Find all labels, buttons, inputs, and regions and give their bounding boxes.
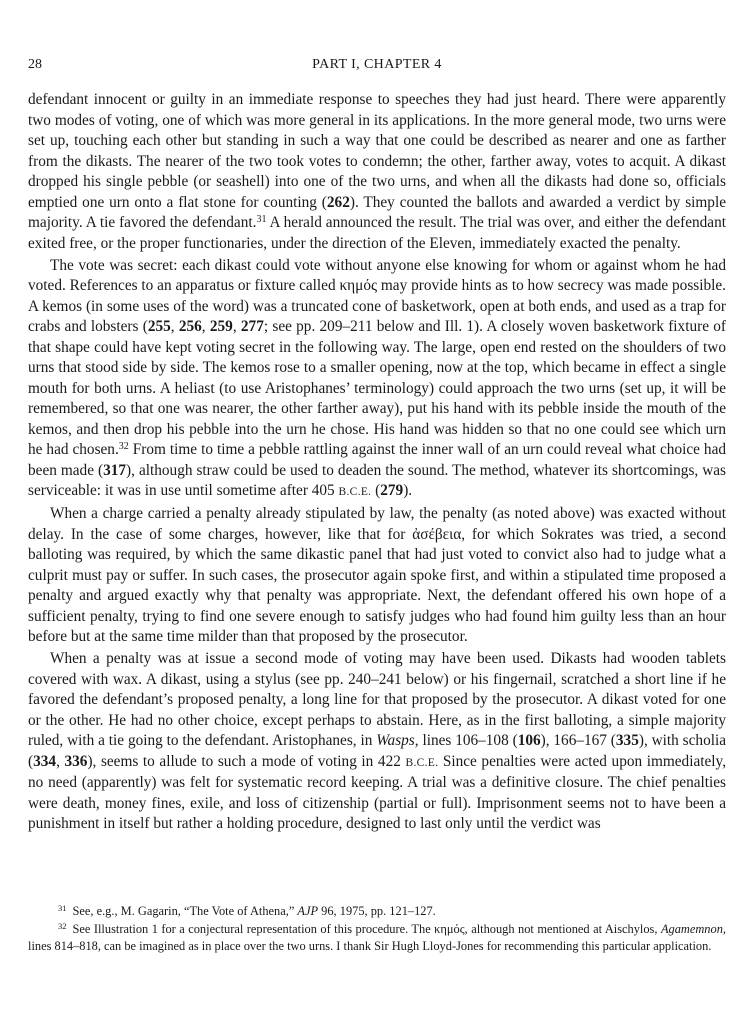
text-run: See Illustration 1 for a conjectural representation of this procedure. The κημός, although not mentioned at Aischylos, <box>72 921 661 936</box>
text-run: ). <box>403 482 413 499</box>
footnote-marker: 31 <box>256 214 267 225</box>
text-run: , <box>56 752 65 770</box>
catalogue-reference: 335 <box>615 732 639 749</box>
paragraph <box>28 256 726 503</box>
text-run: 96, 1975, pp. 121–127. <box>318 904 436 918</box>
text-run: See, e.g., M. Gagarin, “The Vote of Athena,” <box>72 904 298 918</box>
text-run: A herald announced the result. The trial was over, and either the defendant exited free, or the proper functionaries, under the direction of the Eleven, immediately exacted the penalty. <box>28 214 726 252</box>
footnote <box>28 921 726 955</box>
italic-title: Wasps, <box>376 732 419 749</box>
text-run: Since penalties were acted upon immediately, no need (apparently) was felt for systematic record keeping. A trial was a definitive closure. The chief penalties were death, money fines, exile, and loss of citizenship (partial or full). Imprisonment seems not to have been a punishment in itself but rather a holding procedure, designed to last only until the verdict was <box>28 752 727 832</box>
paragraph <box>28 504 726 648</box>
page-number: 28 <box>28 57 42 72</box>
text-run: ; see pp. 209–211 below and Ill. 1). A closely woven basketwork fixture of that shape could have kept voting secret in the following way. The large, open end rested on the shoulders of two urns that stood side by side. The kemos rose to a smaller opening, now at the top, which became in effect a single mouth for both urns. A heliast (to use Aristophanes’ terminology) could approach the two urns (set up, it will be remembered, so that one was nearer, the other farther away), put his hand with its pebble inside the mouth of the kemos, and then drop his pebble into the urn he chose. His hand was hidden so that no one could see which urn he had chosen. <box>28 318 726 458</box>
footnotes <box>28 903 726 955</box>
catalogue-reference: 262 <box>326 193 350 211</box>
era-abbreviation: B.C.E. <box>405 756 439 769</box>
text-run: ), 166–167 ( <box>540 732 616 749</box>
italic-title: Agamemnon, <box>660 921 726 936</box>
text-run: ( <box>371 482 381 499</box>
text-run: When a penalty was at issue a second mode of voting may have been used. Dikasts had wooden tablets covered with wax. A dikast, using a stylus (see pp. 240–241 below) or his fingernail, scratched a short line if he favored the defendant’s proposed penalty, a long line for that proposed by the prosecutor. A dikast voted for one or the other. He had no other choice, except perhaps to abstain. Here, as in the first balloting, a simple majority ruled, with a tie going to the defendant. Aristophanes, in <box>28 650 726 749</box>
catalogue-reference: 106 <box>517 732 541 749</box>
footnote-marker: 31 <box>58 903 67 913</box>
footnote-marker: 32 <box>58 920 67 931</box>
catalogue-reference: 256 <box>178 318 202 335</box>
era-abbreviation: B.C.E. <box>338 486 372 498</box>
footnote <box>28 903 726 920</box>
text-run: lines 106–108 ( <box>418 732 518 749</box>
footnote-marker: 32 <box>118 441 129 452</box>
catalogue-reference: 334 <box>33 752 57 770</box>
text-run: , <box>201 318 210 335</box>
text-run: The vote was secret: each dikast could vote without anyone else knowing for whom or against whom he had voted. References to an apparatus or fixture called κημός may provide hints as to how secrecy was made possible. A kemos (in some uses of the word) was a truncated cone of basketwork, open at both ends, and used as a trap for crabs and lobsters ( <box>28 256 726 335</box>
text-run: lines 814–818, can be imagined as in place over the two urns. I thank Sir Hugh Lloyd-Jones for recommending this particular application. <box>28 938 712 953</box>
text-run: From time to time a pebble rattling against the inner wall of an urn could reveal what choice had been made ( <box>28 441 727 479</box>
text-run: ). They counted the ballots and awarded a verdict by simple majority. A tie favored the defendant. <box>28 193 726 231</box>
catalogue-reference: 279 <box>380 482 404 499</box>
text-run: defendant innocent or guilty in an immediate response to speeches they had just heard. There were apparently two modes of voting, one of which was more general in its applications. In the more general mode, two urns were set up, touching each other but standing in such a way that one could be described as nearer and one as farther from the dikasts. The nearer of the two took votes to condemn; the other, farther away, votes to acquit. A dikast dropped his single pebble (or seashell) into one of the two urns, and when all the dikasts had done so, officials emptied one urn onto a flat stone for counting ( <box>28 91 726 211</box>
text-run: ), although straw could be used to deaden the sound. The method, whatever its shortcomings, was serviceable: it was in use until sometime after 405 <box>28 461 727 499</box>
catalogue-reference: 336 <box>64 752 88 770</box>
catalogue-reference: 259 <box>209 318 233 335</box>
page-header <box>28 57 726 77</box>
body-text <box>28 90 726 836</box>
text-run: When a charge carried a penalty already stipulated by law, the penalty (as noted above) was exacted without delay. In the case of some charges, however, like that for ἀσέβεια, for which Sokrates was tried, a second balloting was required, by which the same dikastic panel that had just voted to convict also had to judge what a culprit must pay or suffer. In such cases, the prosecutor again spoke first, and within a stipulated time proposed a penalty and argued exactly why that penalty was appropriate. Next, the defendant offered his own hope of a sufficient penalty, trying to find one severe enough to satisfy judges who had found him guilty less than an hour before but at the same time milder than that proposed by the prosecutor. <box>28 505 726 645</box>
running-head: PART I, CHAPTER 4 <box>312 57 442 72</box>
text-run: ), with scholia ( <box>28 732 727 770</box>
catalogue-reference: 255 <box>147 318 171 335</box>
text-run: , <box>232 318 241 335</box>
paragraph <box>28 649 726 835</box>
text-run: ), seems to allude to such a mode of voting in 422 <box>87 752 406 770</box>
catalogue-reference: 317 <box>103 461 127 479</box>
paragraph <box>28 90 726 254</box>
text-run: , <box>170 318 179 335</box>
italic-title: AJP <box>297 904 319 918</box>
catalogue-reference: 277 <box>240 318 264 335</box>
